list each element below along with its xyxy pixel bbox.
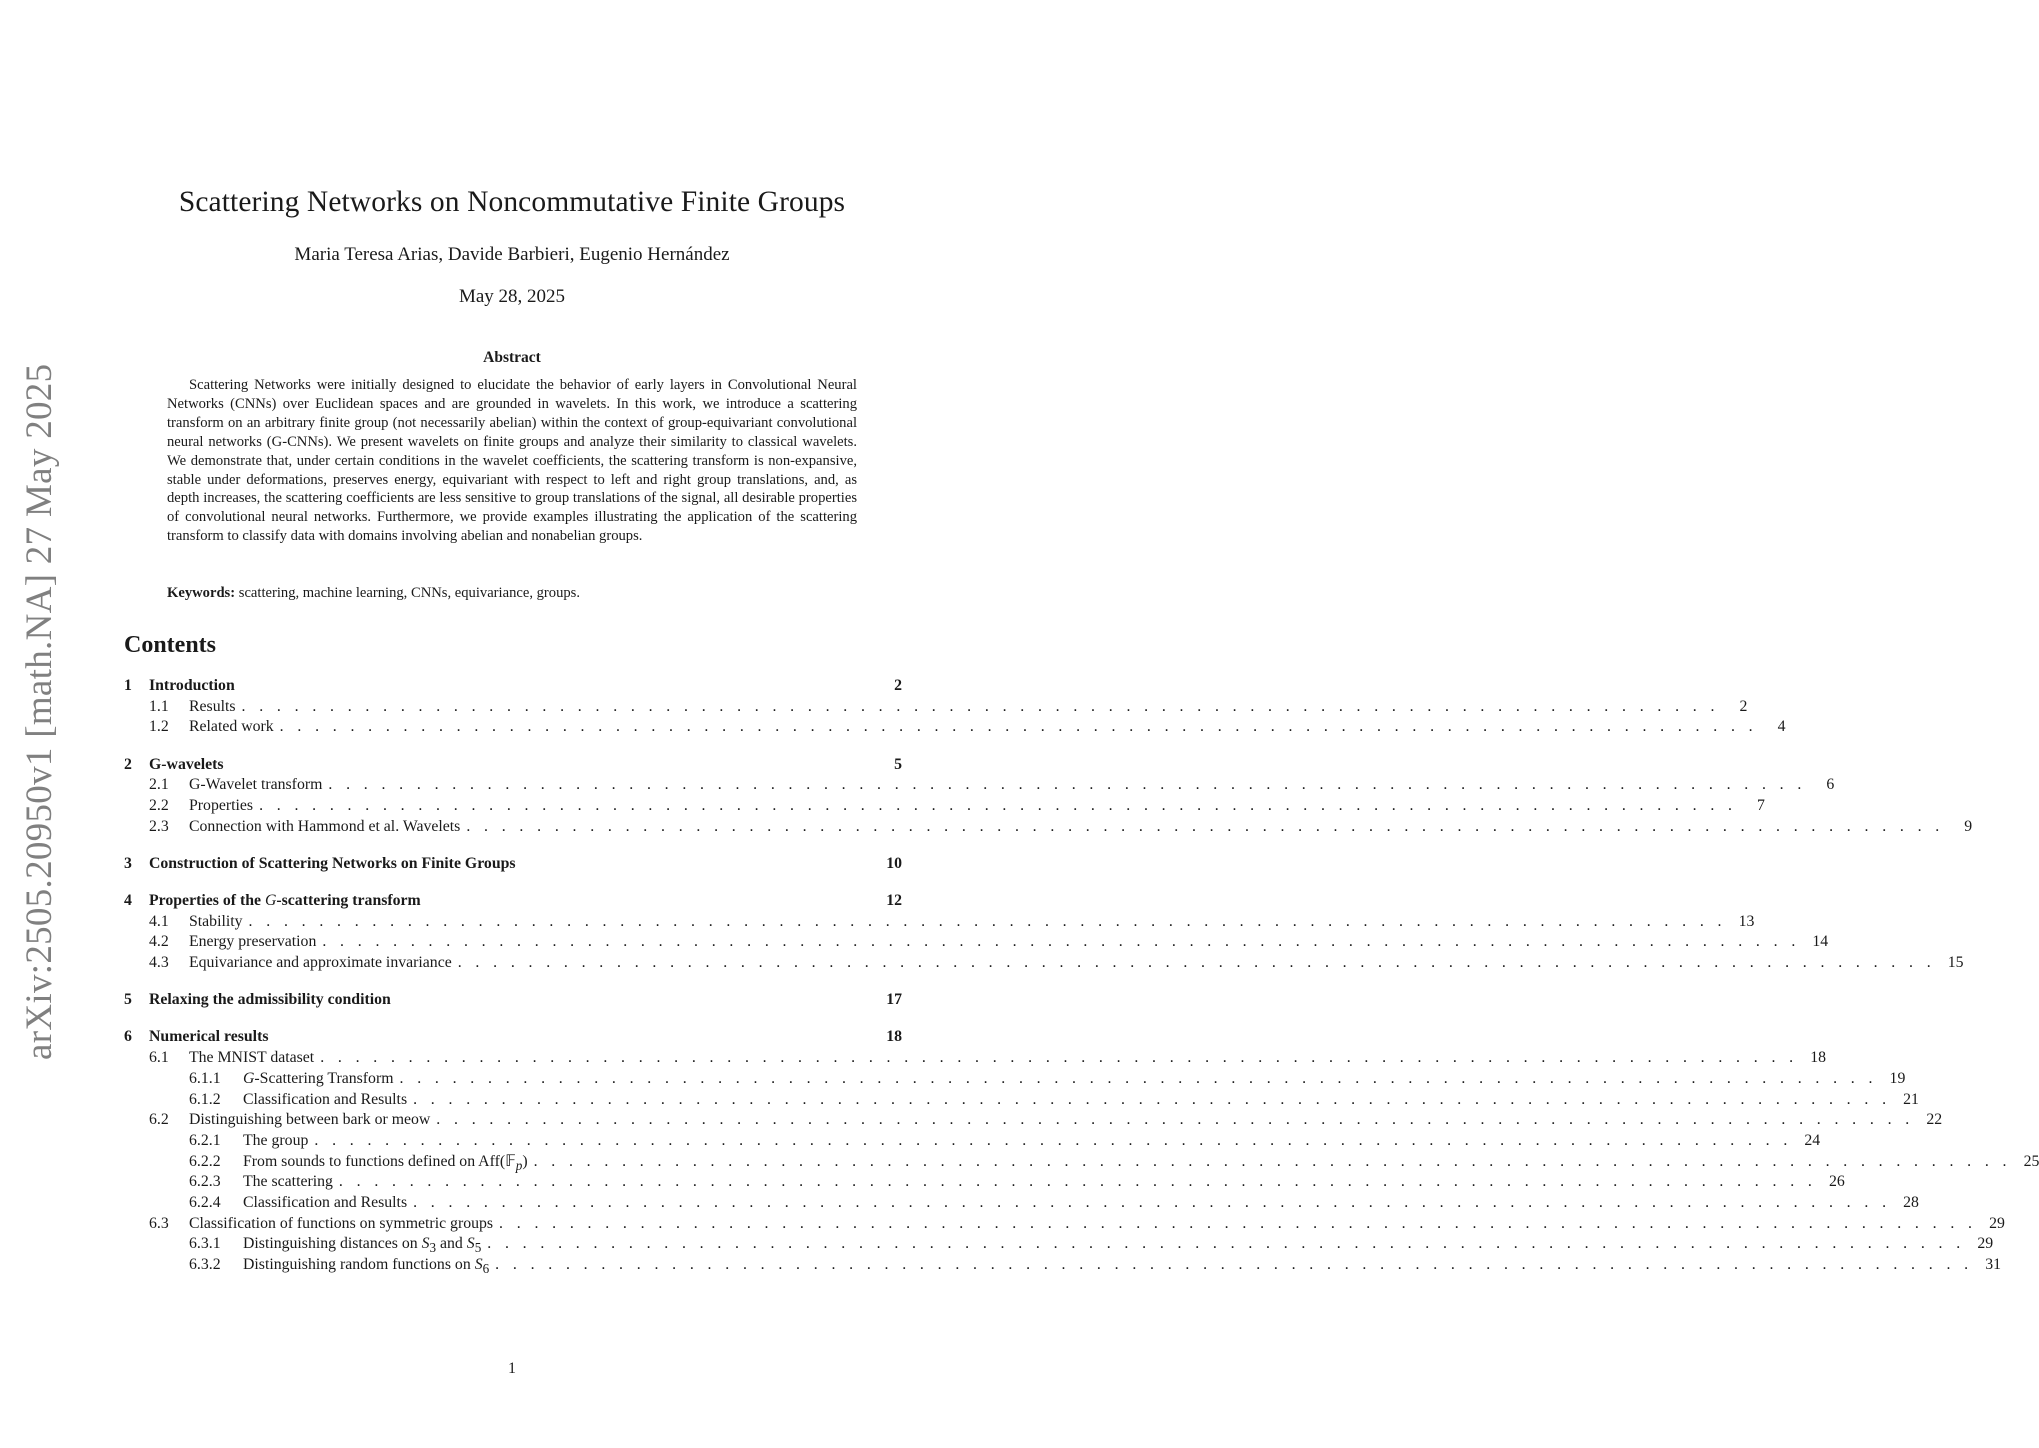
- table-of-contents: [124, 676, 2039, 1277]
- leader-dots: . . . . . . . . . . . . . . . . . . . . . . . . . . . . . . . . . . . . . . . . . . . . . . . . . . . . . . . . . . . . . . . . . . . . . . . . . . . . . . . . . . . .: [259, 796, 1737, 814]
- toc-entry-6-3[interactable]: 6.3 Classification of functions on symmetric groups . . . . . . . . . . . . . . . . . . . . . . . . . . . . . . . . . . . . . . . . . . . . . . . . . . . . . . . . . . . . . . . . . . . . . . . . . . . . . . . . . . . . 29: [124, 1214, 902, 1235]
- toc-entry-6-3-1[interactable]: 6.3.1 Distinguishing distances on $S_3$ and $S_5$ . . . . . . . . . . . . . . . . . . . . . . . . . . . . . . . . . . . . . . . . . . . . . . . . . . . . . . . . . . . . . . . . . . . . . . . . . . . . . . . . . . . . 29: [189, 1235, 1994, 1256]
- toc-entry-6-1[interactable]: 6.1 The MNIST dataset . . . . . . . . . . . . . . . . . . . . . . . . . . . . . . . . . . . . . . . . . . . . . . . . . . . . . . . . . . . . . . . . . . . . . . . . . . . . . . . . . . . . 18: [124, 1048, 902, 1069]
- paper-date: May 28, 2025: [458, 286, 566, 307]
- leader-dots: . . . . . . . . . . . . . . . . . . . . . . . . . . . . . . . . . . . . . . . . . . . . . . . . . . . . . . . . . . . . . . . . . . . . . . . . . . . . . . . . . . . .: [466, 817, 1945, 835]
- toc-section-5[interactable]: 5 Relaxing the admissibility condition 17: [124, 991, 902, 1009]
- leader-dots: . . . . . . . . . . . . . . . . . . . . . . . . . . . . . . . . . . . . . . . . . . . . . . . . . . . . . . . . . . . . . . . . . . . . . . . . . . . . . . . . . . . .: [457, 954, 1936, 972]
- toc-entry-6-2-2[interactable]: 6.2.2 From sounds to functions defined on Aff(𝔽$_p$) . . . . . . . . . . . . . . . . . . . . . . . . . . . . . . . . . . . . . . . . . . . . . . . . . . . . . . . . . . . . . . . . . . . . . . . . . . . . . . . . . . . . 25: [189, 1152, 2039, 1173]
- leader-dots: . . . . . . . . . . . . . . . . . . . . . . . . . . . . . . . . . . . . . . . . . . . . . . . . . . . . . . . . . . . . . . . . . . . . . . . . . . . . . . . . . . . .: [322, 933, 1801, 951]
- leader-dots: . . . . . . . . . . . . . . . . . . . . . . . . . . . . . . . . . . . . . . . . . . . . . . . . . . . . . . . . . . . . . . . . . . . . . . . . . . . . . . . . . . . .: [413, 1193, 1891, 1211]
- toc-entry-6-2-3[interactable]: 6.2.3 The scattering . . . . . . . . . . . . . . . . . . . . . . . . . . . . . . . . . . . . . . . . . . . . . . . . . . . . . . . . . . . . . . . . . . . . . . . . . . . . . . . . . . . . 26: [124, 1172, 902, 1193]
- keywords-label: Keywords:: [167, 585, 236, 601]
- page-number: 1: [508, 1360, 516, 1377]
- leader-dots: . . . . . . . . . . . . . . . . . . . . . . . . . . . . . . . . . . . . . . . . . . . . . . . . . . . . . . . . . . . . . . . . . . . . . . . . . . . . . . . . . . . .: [241, 697, 1720, 715]
- toc-entry-6-2-4[interactable]: 6.2.4 Classification and Results . . . . . . . . . . . . . . . . . . . . . . . . . . . . . . . . . . . . . . . . . . . . . . . . . . . . . . . . . . . . . . . . . . . . . . . . . . . . . . . . . . . . 28: [124, 1193, 902, 1214]
- leader-dots: . . . . . . . . . . . . . . . . . . . . . . . . . . . . . . . . . . . . . . . . . . . . . . . . . . . . . . . . . . . . . . . . . . . . . . . . . . . . . . . . . . . .: [279, 718, 1758, 736]
- toc-section-2[interactable]: 2 G-wavelets 5: [124, 755, 902, 773]
- abstract-body: Scattering Networks were initially designed to elucidate the behavior of early layers in Convolutional Neural Networks (CNNs) over Euclidean spaces and are grounded in wavelets. In this work, we introduce a scattering transform on an arbitrary finite group (not necessarily abelian) within the context of group-equivariant convolutional neural networks (G-CNNs). We present wavelets on finite groups and analyze their similarity to classical wavelets. We demonstrate that, under certain conditions in the wavelet coefficients, the scattering transform is non-expansive, stable under deformations, preserves energy, equivariant with respect to left and right group translations, and, as depth increases, the scattering coefficients are less sensitive to group translations of the signal, all desirable properties of convolutional neural networks. Furthermore, we provide examples illustrating the application of the scattering transform to classify data with domains involving abelian and nonabelian groups.: [167, 377, 857, 545]
- leader-dots: . . . . . . . . . . . . . . . . . . . . . . . . . . . . . . . . . . . . . . . . . . . . . . . . . . . . . . . . . . . . . . . . . . . . . . . . . . . . . . . . . . . .: [328, 776, 1807, 794]
- toc-entry-2-3[interactable]: 2.3 Connection with Hammond et al. Wavelets . . . . . . . . . . . . . . . . . . . . . . . . . . . . . . . . . . . . . . . . . . . . . . . . . . . . . . . . . . . . . . . . . . . . . . . . . . . . . . . . . . . . 9: [124, 817, 902, 838]
- toc-entry-2-1[interactable]: 2.1 G-Wavelet transform . . . . . . . . . . . . . . . . . . . . . . . . . . . . . . . . . . . . . . . . . . . . . . . . . . . . . . . . . . . . . . . . . . . . . . . . . . . . . . . . . . . . 6: [124, 775, 902, 796]
- leader-dots: . . . . . . . . . . . . . . . . . . . . . . . . . . . . . . . . . . . . . . . . . . . . . . . . . . . . . . . . . . . . . . . . . . . . . . . . . . . . . . . . . . . .: [314, 1131, 1793, 1149]
- leader-dots: . . . . . . . . . . . . . . . . . . . . . . . . . . . . . . . . . . . . . . . . . . . . . . . . . . . . . . . . . . . . . . . . . . . . . . . . . . . . . . . . . . . .: [413, 1090, 1891, 1108]
- toc-entry-4-3[interactable]: 4.3 Equivariance and approximate invariance . . . . . . . . . . . . . . . . . . . . . . . . . . . . . . . . . . . . . . . . . . . . . . . . . . . . . . . . . . . . . . . . . . . . . . . . . . . . . . . . . . . . 15: [124, 953, 902, 974]
- toc-section-4[interactable]: 4 Properties of the G-scattering transform 12: [124, 892, 902, 909]
- toc-entry-6-2[interactable]: 6.2 Distinguishing between bark or meow . . . . . . . . . . . . . . . . . . . . . . . . . . . . . . . . . . . . . . . . . . . . . . . . . . . . . . . . . . . . . . . . . . . . . . . . . . . . . . . . . . . . 22: [124, 1110, 902, 1131]
- toc-entry-6-1-2[interactable]: 6.1.2 Classification and Results . . . . . . . . . . . . . . . . . . . . . . . . . . . . . . . . . . . . . . . . . . . . . . . . . . . . . . . . . . . . . . . . . . . . . . . . . . . . . . . . . . . . 21: [124, 1090, 902, 1111]
- keywords-line: [167, 584, 857, 603]
- abstract-heading: Abstract: [483, 349, 541, 366]
- toc-section-3[interactable]: 3 Construction of Scattering Networks on Finite Groups 10: [124, 854, 902, 872]
- keywords-list: scattering, machine learning, CNNs, equivariance, groups.: [238, 585, 580, 601]
- toc-entry-1-2[interactable]: 1.2 Related work . . . . . . . . . . . . . . . . . . . . . . . . . . . . . . . . . . . . . . . . . . . . . . . . . . . . . . . . . . . . . . . . . . . . . . . . . . . . . . . . . . . . 4: [124, 717, 902, 738]
- contents-heading: Contents: [124, 632, 217, 658]
- leader-dots: . . . . . . . . . . . . . . . . . . . . . . . . . . . . . . . . . . . . . . . . . . . . . . . . . . . . . . . . . . . . . . . . . . . . . . . . . . . . . . . . . . . .: [499, 1214, 1977, 1232]
- paper-authors: Maria Teresa Arias, Davide Barbieri, Eugenio Hernández: [294, 244, 730, 265]
- toc-entry-4-2[interactable]: 4.2 Energy preservation . . . . . . . . . . . . . . . . . . . . . . . . . . . . . . . . . . . . . . . . . . . . . . . . . . . . . . . . . . . . . . . . . . . . . . . . . . . . . . . . . . . . 14: [124, 932, 902, 953]
- toc-section-1[interactable]: 1 Introduction 2: [124, 677, 902, 694]
- toc-entry-6-1-1[interactable]: 6.1.1 G-Scattering Transform . . . . . . . . . . . . . . . . . . . . . . . . . . . . . . . . . . . . . . . . . . . . . . . . . . . . . . . . . . . . . . . . . . . . . . . . . . . . . . . . . . . . 19: [124, 1069, 902, 1090]
- toc-entry-1-1[interactable]: 1.1 Results . . . . . . . . . . . . . . . . . . . . . . . . . . . . . . . . . . . . . . . . . . . . . . . . . . . . . . . . . . . . . . . . . . . . . . . . . . . . . . . . . . . . 2: [124, 697, 902, 718]
- leader-dots: . . . . . . . . . . . . . . . . . . . . . . . . . . . . . . . . . . . . . . . . . . . . . . . . . . . . . . . . . . . . . . . . . . . . . . . . . . . . . . . . . . . .: [248, 912, 1727, 930]
- paper-title: Scattering Networks on Noncommutative Finite Groups: [178, 186, 846, 218]
- arxiv-side-label: arXiv:2505.20950v1 [math.NA] 27 May 2025: [19, 363, 60, 1060]
- leader-dots: . . . . . . . . . . . . . . . . . . . . . . . . . . . . . . . . . . . . . . . . . . . . . . . . . . . . . . . . . . . . . . . . . . . . . . . . . . . . . . . . . . . .: [487, 1235, 1966, 1253]
- leader-dots: . . . . . . . . . . . . . . . . . . . . . . . . . . . . . . . . . . . . . . . . . . . . . . . . . . . . . . . . . . . . . . . . . . . . . . . . . . . . . . . . . . . .: [436, 1111, 1915, 1129]
- leader-dots: . . . . . . . . . . . . . . . . . . . . . . . . . . . . . . . . . . . . . . . . . . . . . . . . . . . . . . . . . . . . . . . . . . . . . . . . . . . . . . . . . . . .: [320, 1049, 1799, 1067]
- leader-dots: . . . . . . . . . . . . . . . . . . . . . . . . . . . . . . . . . . . . . . . . . . . . . . . . . . . . . . . . . . . . . . . . . . . . . . . . . . . . . . . . . . . .: [495, 1256, 1973, 1273]
- toc-entry-6-3-2[interactable]: 6.3.2 Distinguishing random functions on $S_6$ . . . . . . . . . . . . . . . . . . . . . . . . . . . . . . . . . . . . . . . . . . . . . . . . . . . . . . . . . . . . . . . . . . . . . . . . . . . . . . . . . . . . 31: [189, 1256, 2001, 1277]
- toc-entry-2-2[interactable]: 2.2 Properties . . . . . . . . . . . . . . . . . . . . . . . . . . . . . . . . . . . . . . . . . . . . . . . . . . . . . . . . . . . . . . . . . . . . . . . . . . . . . . . . . . . . 7: [124, 796, 902, 817]
- leader-dots: . . . . . . . . . . . . . . . . . . . . . . . . . . . . . . . . . . . . . . . . . . . . . . . . . . . . . . . . . . . . . . . . . . . . . . . . . . . . . . . . . . . .: [533, 1152, 2012, 1170]
- leader-dots: . . . . . . . . . . . . . . . . . . . . . . . . . . . . . . . . . . . . . . . . . . . . . . . . . . . . . . . . . . . . . . . . . . . . . . . . . . . . . . . . . . . .: [399, 1069, 1878, 1087]
- toc-section-6[interactable]: 6 Numerical results 18: [124, 1028, 902, 1046]
- toc-entry-6-2-1[interactable]: 6.2.1 The group . . . . . . . . . . . . . . . . . . . . . . . . . . . . . . . . . . . . . . . . . . . . . . . . . . . . . . . . . . . . . . . . . . . . . . . . . . . . . . . . . . . . 24: [124, 1131, 902, 1152]
- toc-entry-4-1[interactable]: 4.1 Stability . . . . . . . . . . . . . . . . . . . . . . . . . . . . . . . . . . . . . . . . . . . . . . . . . . . . . . . . . . . . . . . . . . . . . . . . . . . . . . . . . . . . 13: [124, 912, 902, 933]
- leader-dots: . . . . . . . . . . . . . . . . . . . . . . . . . . . . . . . . . . . . . . . . . . . . . . . . . . . . . . . . . . . . . . . . . . . . . . . . . . . . . . . . . . . .: [338, 1173, 1817, 1191]
